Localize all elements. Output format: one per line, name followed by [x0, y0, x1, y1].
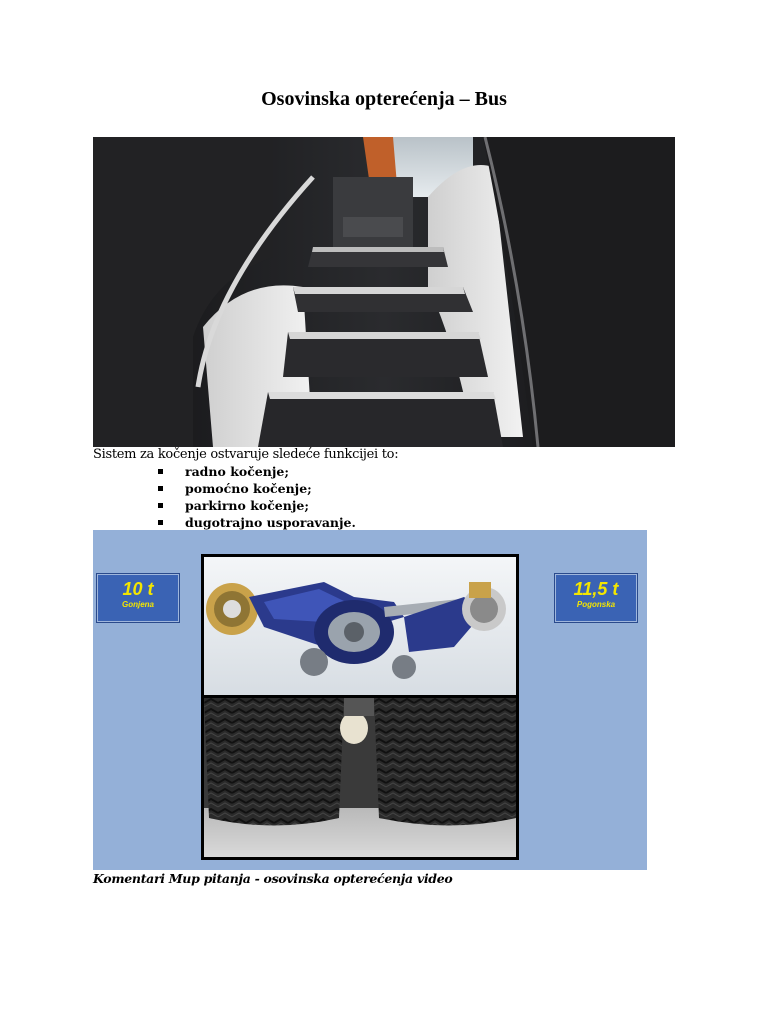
square-bullet-icon	[158, 520, 163, 525]
video-caption: Komentari Mup pitanja - osovinska opterećenja video	[93, 871, 453, 886]
rear-axle-badge	[554, 573, 638, 623]
square-bullet-icon	[158, 503, 163, 508]
axle-load-panel	[93, 530, 647, 870]
list-item-text: pomoćno kočenje;	[185, 481, 312, 496]
list-item	[158, 463, 356, 480]
front-axle-load: 10 t	[122, 579, 154, 599]
front-axle-label: Gonjena	[121, 600, 154, 609]
list-item-text: radno kočenje;	[185, 464, 289, 479]
front-axle-badge	[96, 573, 180, 623]
list-item-text: dugotrajno usporavanje.	[185, 515, 356, 530]
rear-axle-label: Pogonska	[576, 600, 616, 609]
rear-axle-load: 11,5 t	[573, 579, 619, 599]
list-item-text: parkirno kočenje;	[185, 498, 309, 513]
list-item	[158, 497, 356, 514]
axle-image-frame	[201, 554, 519, 860]
page-title: Osovinska opterećenja – Bus	[261, 88, 507, 110]
intro-text: Sistem za kočenje ostvaruje sledeće funkcijei to:	[93, 447, 399, 462]
brake-functions-list	[158, 463, 356, 531]
square-bullet-icon	[158, 469, 163, 474]
dual-rear-tires-photo	[204, 698, 516, 857]
list-item	[158, 514, 356, 531]
list-item	[158, 480, 356, 497]
drive-axle-cutaway-illustration	[204, 557, 516, 695]
bus-entrance-steps-photo	[93, 137, 675, 447]
square-bullet-icon	[158, 486, 163, 491]
